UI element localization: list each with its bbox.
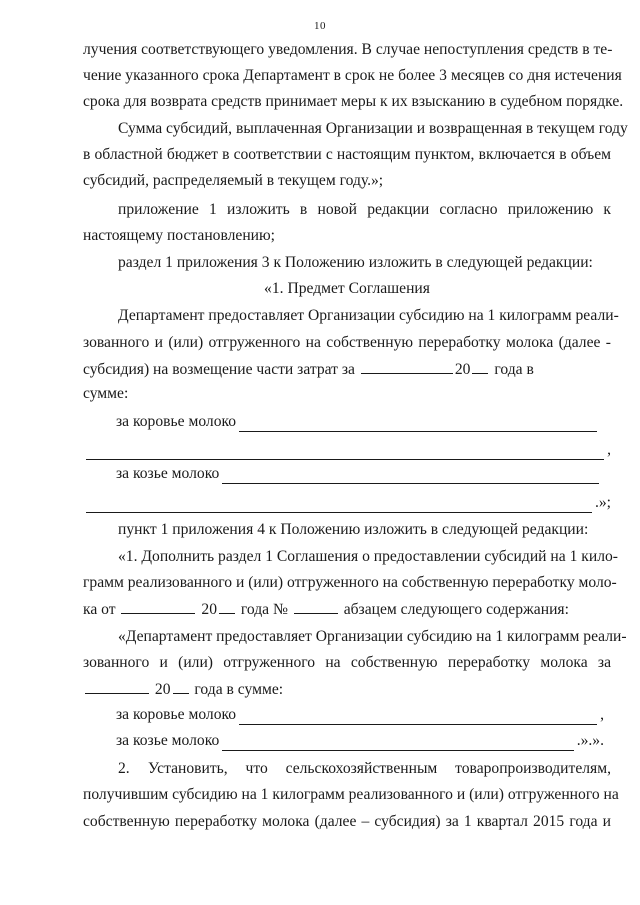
- paragraph-line: [83, 679, 283, 700]
- paragraph-line: [83, 359, 534, 380]
- year-blank: [173, 679, 189, 694]
- goat-milk-end: .»;: [594, 494, 611, 511]
- item-number: 2.: [118, 760, 130, 777]
- cow-milk-continuation: [83, 440, 611, 460]
- paragraph-line: приложение 1 изложить в новой редакции согласно приложению к: [118, 201, 611, 218]
- line-text: года в сумме:: [194, 681, 284, 698]
- paragraph-line: зованного и (или) отгруженного на собственную переработку молока за: [83, 654, 611, 671]
- cow-milk-row: [116, 412, 600, 432]
- paragraph-line: в областной бюджет в соответствии с настоящим пунктом, включается в объем: [83, 146, 611, 163]
- cow-milk-row-2: [116, 705, 604, 725]
- paragraph-line: настоящему постановлению;: [83, 227, 276, 244]
- year-prefix: 20: [454, 361, 471, 378]
- year-blank: [472, 359, 488, 374]
- cow-milk-end: ,: [607, 441, 611, 458]
- number-blank: [294, 599, 338, 614]
- period-blank: [361, 359, 453, 374]
- paragraph-line: [83, 599, 569, 620]
- year-prefix: 20: [154, 681, 171, 698]
- line-text: абзацем следующего содержания:: [343, 601, 569, 618]
- goat-milk-blank-3: [222, 735, 573, 751]
- cow-milk-label: за коровье молоко: [116, 413, 237, 430]
- cow-milk-blank-3: [239, 709, 597, 725]
- paragraph-line: срока для возврата средств принимает меры к их взысканию в судебном порядке.: [83, 93, 624, 110]
- goat-milk-blank-2: [86, 497, 592, 513]
- goat-milk-label: за козье молоко: [116, 465, 220, 482]
- paragraph-line: собственную переработку молока (далее – субсидия) за 1 квартал 2015 года и: [83, 813, 611, 830]
- goat-milk-row-2: [116, 731, 604, 751]
- goat-milk-end-2: .».».: [576, 732, 604, 749]
- paragraph-line: «1. Дополнить раздел 1 Соглашения о предоставлении субсидий на 1 кило-: [118, 548, 618, 565]
- paragraph-line: пункт 1 приложения 4 к Положению изложить в следующей редакции:: [118, 521, 589, 538]
- paragraph-line: зованного и (или) отгруженного на собственную переработку молока (далее -: [83, 334, 611, 351]
- paragraph-line: получившим субсидию на 1 килограмм реализованного и (или) отгруженного на: [83, 786, 619, 803]
- paragraph-line: грамм реализованного и (или) отгруженного на собственную переработку моло-: [83, 574, 617, 591]
- paragraph-line: «Департамент предоставляет Организации субсидию на 1 килограмм реали-: [118, 628, 627, 645]
- cow-milk-blank-2: [86, 444, 604, 460]
- page-number: 10: [314, 20, 326, 32]
- year-blank: [219, 599, 235, 614]
- paragraph-line: Департамент предоставляет Организации субсидию на 1 килограмм реали-: [118, 307, 619, 324]
- cow-milk-label-2: за коровье молоко: [116, 706, 237, 723]
- line-text: субсидия) на возмещение части затрат за: [83, 361, 355, 378]
- paragraph-line: Сумма субсидий, выплаченная Организации и возвращенная в текущем году: [118, 120, 628, 137]
- date-blank: [121, 599, 195, 614]
- period-blank: [85, 679, 149, 694]
- paragraph-line: чение указанного срока Департамент в срок не более 3 месяцев со дня истечения: [83, 67, 622, 84]
- line-text: года №: [240, 601, 288, 618]
- cow-milk-end-2: ,: [600, 706, 604, 723]
- line-text: года в: [494, 361, 534, 378]
- paragraph-line: субсидий, распределяемый в текущем году.»;: [83, 172, 384, 189]
- goat-milk-blank: [222, 468, 599, 484]
- goat-milk-label-2: за козье молоко: [116, 732, 220, 749]
- goat-milk-continuation: [83, 493, 611, 513]
- line-text: Установить, что сельскохозяйственным товаропроизводителям,: [148, 760, 611, 777]
- year-prefix: 20: [201, 601, 217, 618]
- goat-milk-row: [116, 464, 602, 484]
- cow-milk-blank: [239, 416, 597, 432]
- paragraph-line: раздел 1 приложения 3 к Положению изложить в следующей редакции:: [118, 254, 593, 271]
- paragraph-line: лучения соответствующего уведомления. В случае непоступления средств в те-: [83, 41, 613, 58]
- paragraph-line: сумме:: [83, 385, 129, 402]
- section-heading: «1. Предмет Соглашения: [264, 280, 430, 297]
- paragraph-line: [118, 759, 611, 779]
- line-text: ка от: [83, 601, 116, 618]
